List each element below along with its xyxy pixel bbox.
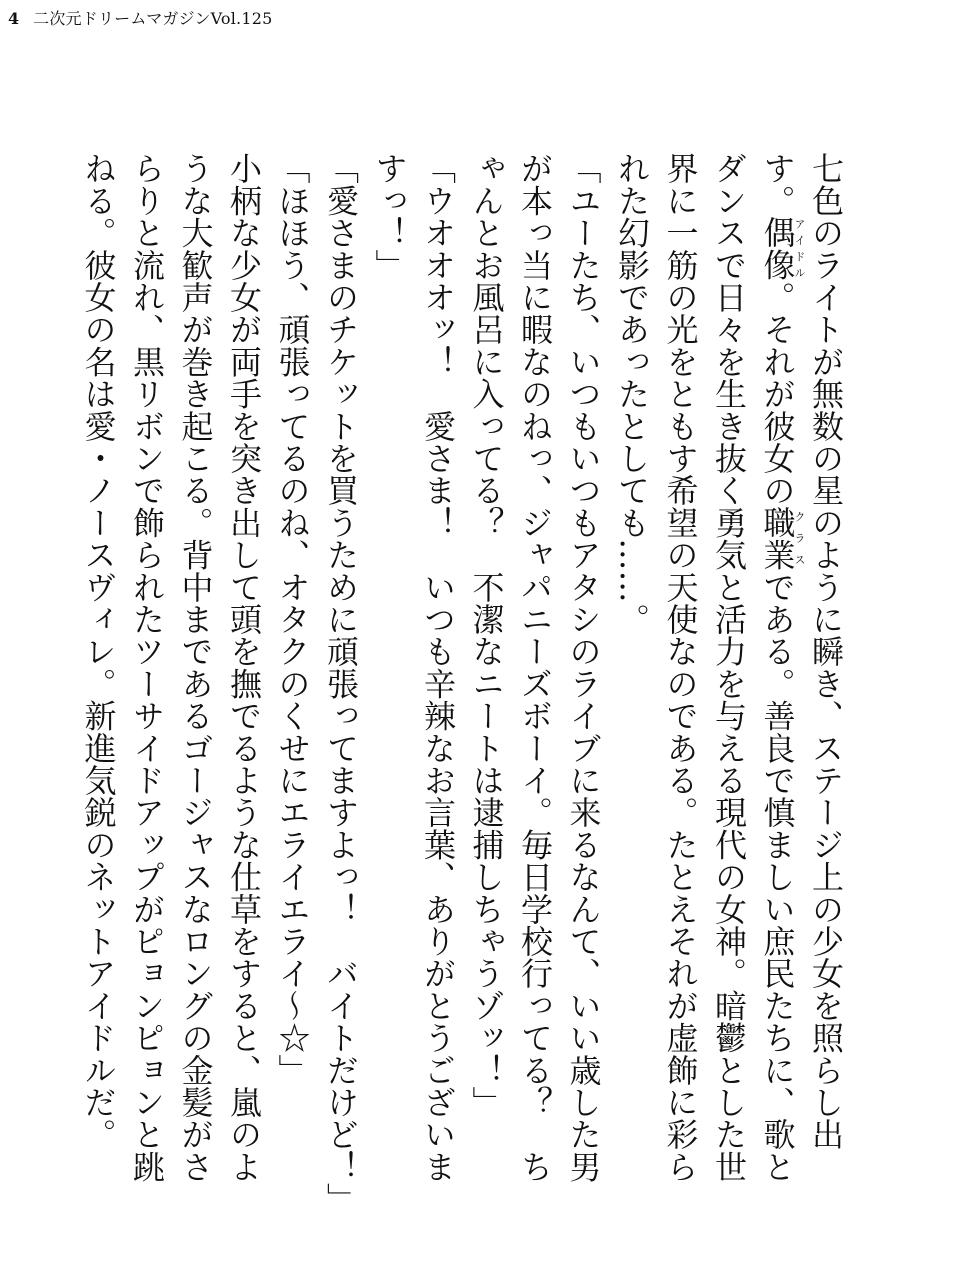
novel-body-text [79, 152, 850, 1215]
paragraph-2: 「ユーたち、いつもいつもアタシのライブに来るなんて、いい歳した男が本っ当に暇なのねっ、ジャパニーズボーイ。毎日学校行ってる？ ちゃんとお風呂に入ってる？ 不潔なニートは逮捕しちゃうゾッ！」 [467, 152, 603, 1183]
ruby-reading: アイドル [793, 216, 806, 281]
ruby-base: 偶像 [758, 216, 797, 281]
ruby-base: 職業 [758, 506, 797, 571]
paragraph-4: 「愛さまのチケットを買うために頑張ってますよっ！ バイトだけど！」 [322, 152, 360, 1215]
text-run: 七色のライトが無数の星のように瞬き、ステージ上の少女を照らし出す。 [758, 152, 845, 1151]
ruby-class [758, 506, 806, 571]
text-run: 。それが彼女の [758, 280, 797, 507]
ruby-idol [758, 216, 806, 281]
paragraph-1 [608, 152, 851, 1212]
page-number: 4 [8, 9, 20, 28]
paragraph-3: 「ウオオオッ！ 愛さま！ いつも辛辣なお言葉、ありがとうございますっ！」 [370, 152, 457, 1183]
magazine-title: 二次元ドリームマガジンVol.125 [33, 9, 273, 28]
page-header [8, 6, 272, 28]
paragraph-5: 「ほほう、頑張ってるのね、オタクのくせにエライエライ～☆」 [273, 152, 312, 1086]
paragraph-6: 小柄な少女が両手を突き出して頭を撫でるような仕草をすると、嵐のような大歓声が巻き起こる。背中まであるゴージャスなロングの金髪がさらりと流れ、黒リボンで飾られたツーサイドアップがピョンピョンと跳ねる。彼女の名は愛・ノースヴィレ。新進気鋭のネットアイドルだ。 [79, 152, 263, 1183]
text-run: である。善良で慎ましい庶民たちに、歌とダンスで日々を生き抜く勇気と活力を与える現代の女神。暗鬱とした世界に一筋の光をともす希望の天使なのである。たとえそれが虚飾に彩られた幻影であったとしても……。 [613, 152, 797, 1183]
ruby-reading: クラス [793, 506, 806, 571]
